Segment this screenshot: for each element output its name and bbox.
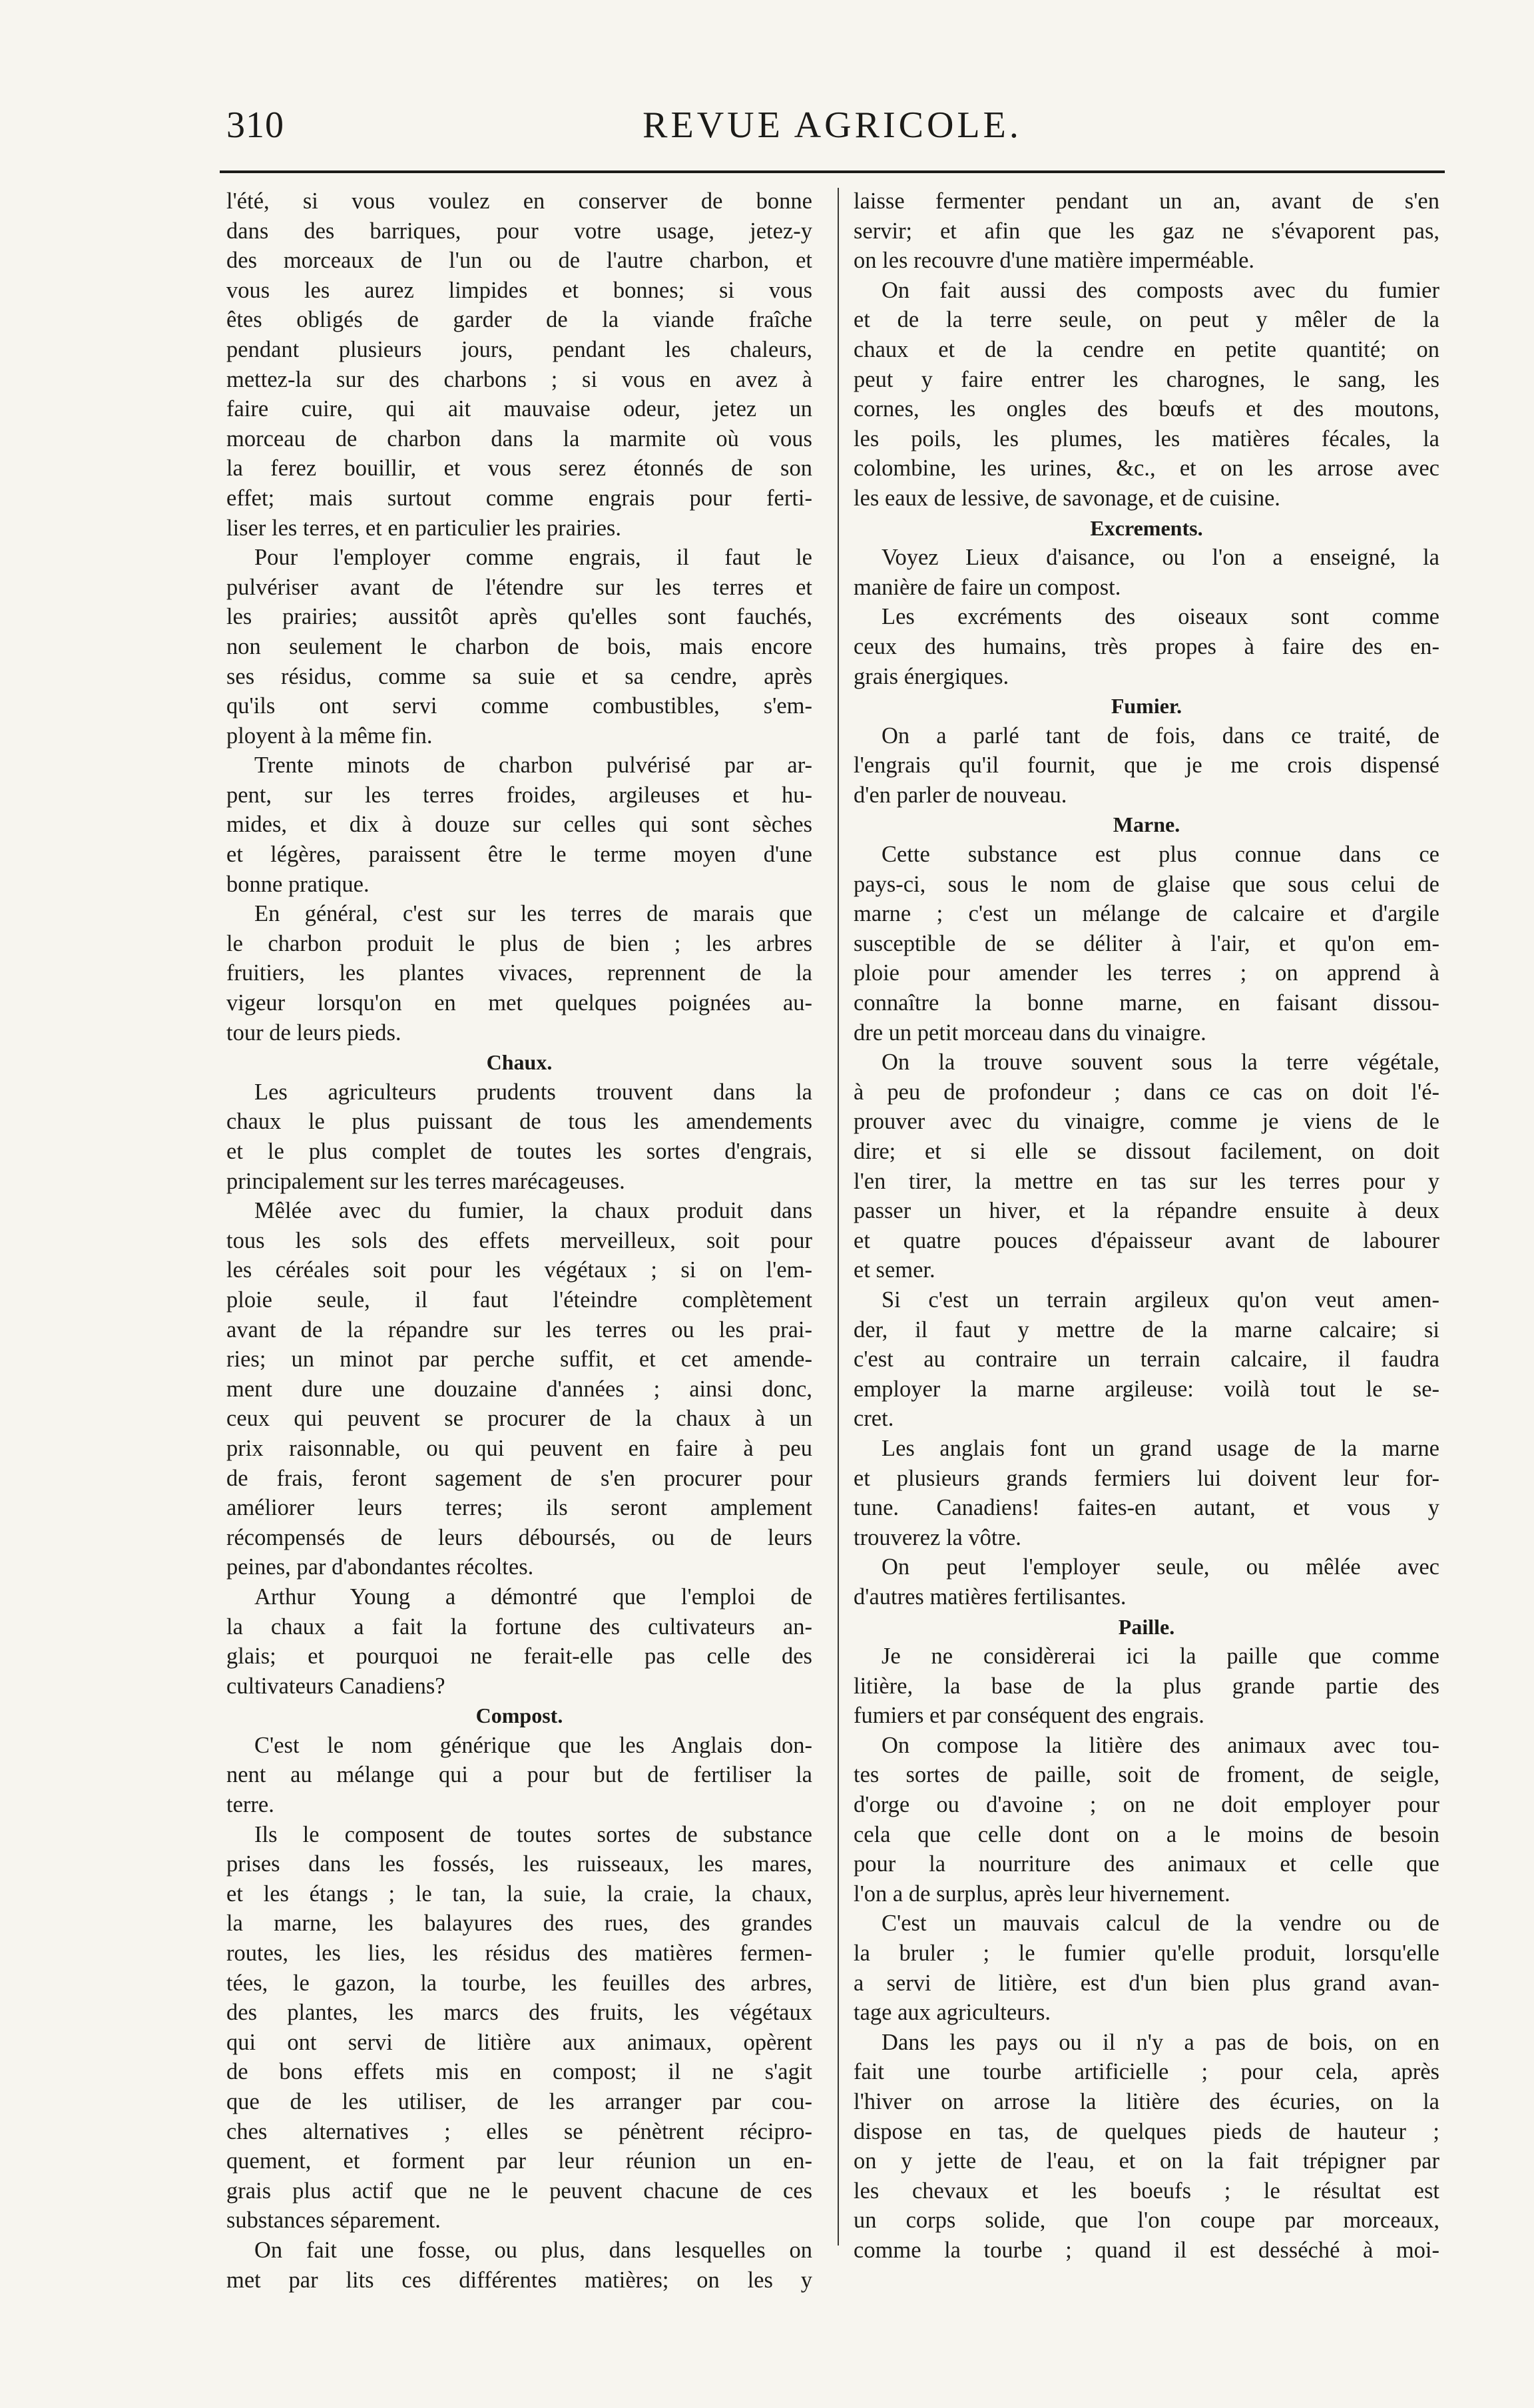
page-number: 310: [226, 105, 284, 146]
text-line: la ferez bouillir, et vous serez étonnés de son: [226, 455, 812, 481]
text-line: Les excréments des oiseaux sont comme: [882, 604, 1439, 630]
header-rule: [220, 170, 1445, 173]
text-line: prises dans les fossés, les ruisseaux, les mares,: [226, 1851, 812, 1877]
text-line: les poils, les plumes, les matières fécales, la: [854, 426, 1439, 452]
text-line: les prairies; aussitôt après qu'elles sont fauchés,: [226, 604, 812, 630]
text-line: dispose en tas, de quelques pieds de hauteur ;: [854, 2118, 1439, 2144]
text-line: prix raisonnable, ou qui peuvent en faire à peu: [226, 1435, 812, 1461]
text-line: chaux et de la cendre en petite quantité; on: [854, 336, 1439, 362]
text-line: ployent à la même fin.: [226, 723, 433, 749]
text-line: avant de la répandre sur les terres ou les prai-: [226, 1317, 812, 1343]
text-line: tes sortes de paille, soit de froment, de seigle,: [854, 1762, 1439, 1788]
text-line: manière de faire un compost.: [854, 574, 1121, 600]
text-line: marne ; c'est un mélange de calcaire et d'argile: [854, 901, 1439, 927]
text-line: et quatre pouces d'épaisseur avant de labourer: [854, 1227, 1439, 1253]
text-line: l'en tirer, la mettre en tas sur les terres pour y: [854, 1168, 1439, 1194]
text-line: ploie seule, il faut l'éteindre complètement: [226, 1287, 812, 1313]
text-line: peut y faire entrer les charognes, le sang, les: [854, 366, 1439, 392]
text-line: On peut l'employer seule, ou mêlée avec: [882, 1554, 1439, 1580]
text-line: fait une tourbe artificielle ; pour cela, après: [854, 2059, 1439, 2085]
text-line: En général, c'est sur les terres de marais que: [254, 901, 812, 927]
text-line: Ils le composent de toutes sortes de substance: [254, 1821, 812, 1847]
text-line: Je ne considèrerai ici la paille que comme: [882, 1644, 1439, 1669]
text-line: grais plus actif que ne le peuvent chacune de ces: [226, 2178, 812, 2204]
text-line: les chevaux et les boeufs ; le résultat est: [854, 2178, 1439, 2204]
text-line: des morceaux de l'un ou de l'autre charbon, et: [226, 248, 812, 274]
text-line: pour la nourriture des animaux et celle que: [854, 1851, 1439, 1877]
text-line: cret.: [854, 1406, 894, 1432]
text-line: tous les sols des effets merveilleux, soit pour: [226, 1227, 812, 1253]
text-line: Si c'est un terrain argileux qu'on veut amen-: [882, 1287, 1439, 1313]
text-line: pendant plusieurs jours, pendant les chaleurs,: [226, 336, 812, 362]
text-line: Arthur Young a démontré que l'emploi de: [254, 1584, 812, 1610]
text-line: la bruler ; le fumier qu'elle produit, lorsqu'elle: [854, 1941, 1439, 1966]
text-line: de bons effets mis en compost; il ne s'agit: [226, 2059, 812, 2085]
text-line: l'hiver on arrose la litière des écuries, on la: [854, 2089, 1439, 2114]
section-heading: Paille.: [1118, 1614, 1175, 1639]
text-line: êtes obligés de garder de la viande fraîche: [226, 307, 812, 333]
text-line: cornes, les ongles des bœufs et des moutons,: [854, 396, 1439, 422]
text-line: on y jette de l'eau, et on la fait trépigner par: [854, 2148, 1439, 2174]
text-line: Les anglais font un grand usage de la marne: [882, 1435, 1439, 1461]
text-line: améliorer leurs terres; ils seront amplement: [226, 1495, 812, 1521]
text-line: grais énergiques.: [854, 663, 1009, 689]
text-line: et plusieurs grands fermiers lui doivent leur for-: [854, 1465, 1439, 1491]
text-line: le charbon produit le plus de bien ; les arbres: [226, 930, 812, 956]
text-line: passer un hiver, et la répandre ensuite à deux: [854, 1198, 1439, 1224]
text-line: vigeur lorsqu'on en met quelques poignées au-: [226, 990, 812, 1016]
text-line: dans des barriques, pour votre usage, jetez-y: [226, 218, 812, 244]
text-line: vous les aurez limpides et bonnes; si vous: [226, 277, 812, 303]
text-line: pulvériser avant de l'étendre sur les terres et: [226, 574, 812, 600]
text-line: Trente minots de charbon pulvérisé par ar-: [254, 752, 812, 778]
text-line: mides, et dix à douze sur celles qui sont sèches: [226, 812, 812, 838]
text-line: tour de leurs pieds.: [226, 1020, 401, 1046]
text-line: On compose la litière des animaux avec tou-: [882, 1732, 1439, 1758]
text-line: que de les utiliser, de les arranger par cou-: [226, 2089, 812, 2114]
section-heading: Fumier.: [1111, 694, 1182, 719]
text-line: on les recouvre d'une matière imperméable.: [854, 248, 1255, 274]
text-line: On fait une fosse, ou plus, dans lesquelles on: [254, 2237, 812, 2263]
text-line: un corps solide, que l'on coupe par morceaux,: [854, 2208, 1439, 2234]
text-line: C'est le nom générique que les Anglais don-: [254, 1732, 812, 1758]
text-line: litière, la base de la plus grande partie des: [854, 1673, 1439, 1699]
column-divider: [838, 188, 839, 2246]
text-line: glais; et pourquoi ne ferait-elle pas celle des: [226, 1644, 812, 1669]
text-line: les céréales soit pour les végétaux ; si on l'em-: [226, 1257, 812, 1283]
text-line: quement, et forment par leur réunion un en-: [226, 2148, 812, 2174]
text-line: qu'ils ont servi comme combustibles, s'em-: [226, 693, 812, 719]
text-line: des plantes, les marcs des fruits, les végétaux: [226, 2000, 812, 2026]
text-line: dire; et si elle se dissout facilement, on doit: [854, 1139, 1439, 1164]
text-line: d'en parler de nouveau.: [854, 782, 1067, 808]
text-line: et de la terre seule, on peut y mêler de la: [854, 307, 1439, 333]
text-line: C'est un mauvais calcul de la vendre ou de: [882, 1911, 1439, 1937]
section-heading: Excrements.: [1090, 515, 1203, 540]
text-line: employer la marne argileuse: voilà tout le se-: [854, 1376, 1439, 1402]
running-title: REVUE AGRICOLE.: [642, 105, 1022, 146]
text-line: mettez-la sur des charbons ; si vous en avez à: [226, 366, 812, 392]
text-line: Mêlée avec du fumier, la chaux produit dans: [254, 1198, 812, 1224]
text-line: l'été, si vous voulez en conserver de bonne: [226, 188, 812, 214]
text-line: morceau de charbon dans la marmite où vous: [226, 426, 812, 452]
text-line: pent, sur les terres froides, argileuses et hu-: [226, 782, 812, 808]
text-line: faire cuire, qui ait mauvaise odeur, jetez un: [226, 396, 812, 422]
text-line: tage aux agriculteurs.: [854, 2000, 1051, 2026]
text-line: effet; mais surtout comme engrais pour ferti-: [226, 485, 812, 511]
text-line: bonne pratique.: [226, 871, 370, 897]
text-line: fruitiers, les plantes vivaces, reprennent de la: [226, 960, 812, 986]
text-line: comme la tourbe ; quand il est desséché à moi-: [854, 2237, 1439, 2263]
text-line: ceux des humains, très propes à faire des en-: [854, 633, 1439, 659]
text-line: et semer.: [854, 1257, 935, 1283]
text-line: On fait aussi des composts avec du fumier: [882, 277, 1439, 303]
section-heading: Marne.: [1113, 812, 1180, 837]
text-line: Les agriculteurs prudents trouvent dans la: [254, 1079, 812, 1105]
text-line: routes, les lies, les résidus des matières fermen-: [226, 1941, 812, 1966]
text-line: ceux qui peuvent se procurer de la chaux à un: [226, 1406, 812, 1432]
text-line: On a parlé tant de fois, dans ce traité, de: [882, 723, 1439, 749]
text-line: ment dure une douzaine d'années ; ainsi donc,: [226, 1376, 812, 1402]
text-line: tune. Canadiens! faites-en autant, et vous y: [854, 1495, 1439, 1521]
text-line: principalement sur les terres marécageuses.: [226, 1168, 625, 1194]
text-line: substances séparement.: [226, 2208, 441, 2234]
text-line: c'est au contraire un terrain calcaire, il faudra: [854, 1347, 1439, 1372]
text-line: Voyez Lieux d'aisance, ou l'on a enseigné, la: [882, 545, 1439, 571]
text-line: la marne, les balayures des rues, des grandes: [226, 1911, 812, 1937]
text-line: colombine, les urines, &c., et on les arrose avec: [854, 455, 1439, 481]
text-line: et le plus complet de toutes les sortes d'engrais,: [226, 1139, 812, 1164]
left-column: [226, 186, 812, 2293]
text-line: dre un petit morceau dans du vinaigre.: [854, 1020, 1206, 1046]
text-line: qui ont servi de litière aux animaux, opèrent: [226, 2029, 812, 2055]
text-line: servir; et afin que les gaz ne s'évaporent pas,: [854, 218, 1439, 244]
text-line: cultivateurs Canadiens?: [226, 1673, 445, 1699]
text-line: prouver avec du vinaigre, comme je viens de le: [854, 1109, 1439, 1135]
text-line: Dans les pays ou il n'y a pas de bois, on en: [882, 2029, 1439, 2055]
section-heading: Chaux.: [486, 1050, 553, 1075]
text-line: tées, le gazon, la tourbe, les feuilles des arbres,: [226, 1970, 812, 1996]
text-line: ches alternatives ; elles se pénètrent récipro-: [226, 2118, 812, 2144]
text-line: nent au mélange qui a pour but de fertiliser la: [226, 1762, 812, 1788]
text-line: connaître la bonne marne, en faisant dissou-: [854, 990, 1439, 1016]
text-line: Cette substance est plus connue dans ce: [882, 842, 1439, 868]
right-column: [854, 186, 1439, 2263]
text-line: susceptible de se déliter à l'air, et qu'on em-: [854, 930, 1439, 956]
text-line: liser les terres, et en particulier les prairies.: [226, 515, 621, 541]
text-line: ries; un minot par perche suffit, et cet amende-: [226, 1347, 812, 1372]
section-heading: Compost.: [475, 1703, 563, 1728]
text-line: récompensés de leurs déboursés, ou de leurs: [226, 1524, 812, 1550]
text-line: les eaux de lessive, de savonage, et de cuisine.: [854, 485, 1280, 511]
text-line: laisse fermenter pendant un an, avant de s'en: [854, 188, 1439, 214]
text-line: trouverez la vôtre.: [854, 1524, 1021, 1550]
text-line: l'on a de surplus, après leur hivernement.: [854, 1881, 1230, 1907]
text-line: Pour l'employer comme engrais, il faut le: [254, 545, 812, 571]
text-line: terre.: [226, 1792, 274, 1818]
text-line: et légères, paraissent être le terme moyen d'une: [226, 842, 812, 868]
text-line: non seulement le charbon de bois, mais encore: [226, 633, 812, 659]
text-line: a servi de litière, est d'un bien plus grand avan-: [854, 1970, 1439, 1996]
text-line: met par lits ces différentes matières; on les y: [226, 2267, 812, 2293]
text-line: d'autres matières fertilisantes.: [854, 1584, 1127, 1610]
text-line: et les étangs ; le tan, la suie, la craie, la chaux,: [226, 1881, 812, 1907]
text-line: fumiers et par conséquent des engrais.: [854, 1703, 1204, 1729]
text-line: chaux le plus puissant de tous les amendements: [226, 1109, 812, 1135]
text-line: ploie pour amender les terres ; on apprend à: [854, 960, 1439, 986]
text-line: ses résidus, comme sa suie et sa cendre, après: [226, 663, 812, 689]
text-line: peines, par d'abondantes récoltes.: [226, 1554, 534, 1580]
text-line: On la trouve souvent sous la terre végétale,: [882, 1050, 1439, 1075]
text-line: der, il faut y mettre de la marne calcaire; si: [854, 1317, 1439, 1343]
text-line: de frais, feront sagement de s'en procurer pour: [226, 1465, 812, 1491]
text-line: l'engrais qu'il fournit, que je me crois dispensé: [854, 752, 1439, 778]
text-line: cela que celle dont on a le moins de besoin: [854, 1821, 1439, 1847]
text-line: d'orge ou d'avoine ; on ne doit employer pour: [854, 1792, 1439, 1818]
page-header: [220, 99, 1445, 158]
text-line: la chaux a fait la fortune des cultivateurs an-: [226, 1614, 812, 1640]
text-line: à peu de profondeur ; dans ce cas on doit l'é-: [854, 1079, 1439, 1105]
text-line: pays-ci, sous le nom de glaise que sous celui de: [854, 871, 1439, 897]
